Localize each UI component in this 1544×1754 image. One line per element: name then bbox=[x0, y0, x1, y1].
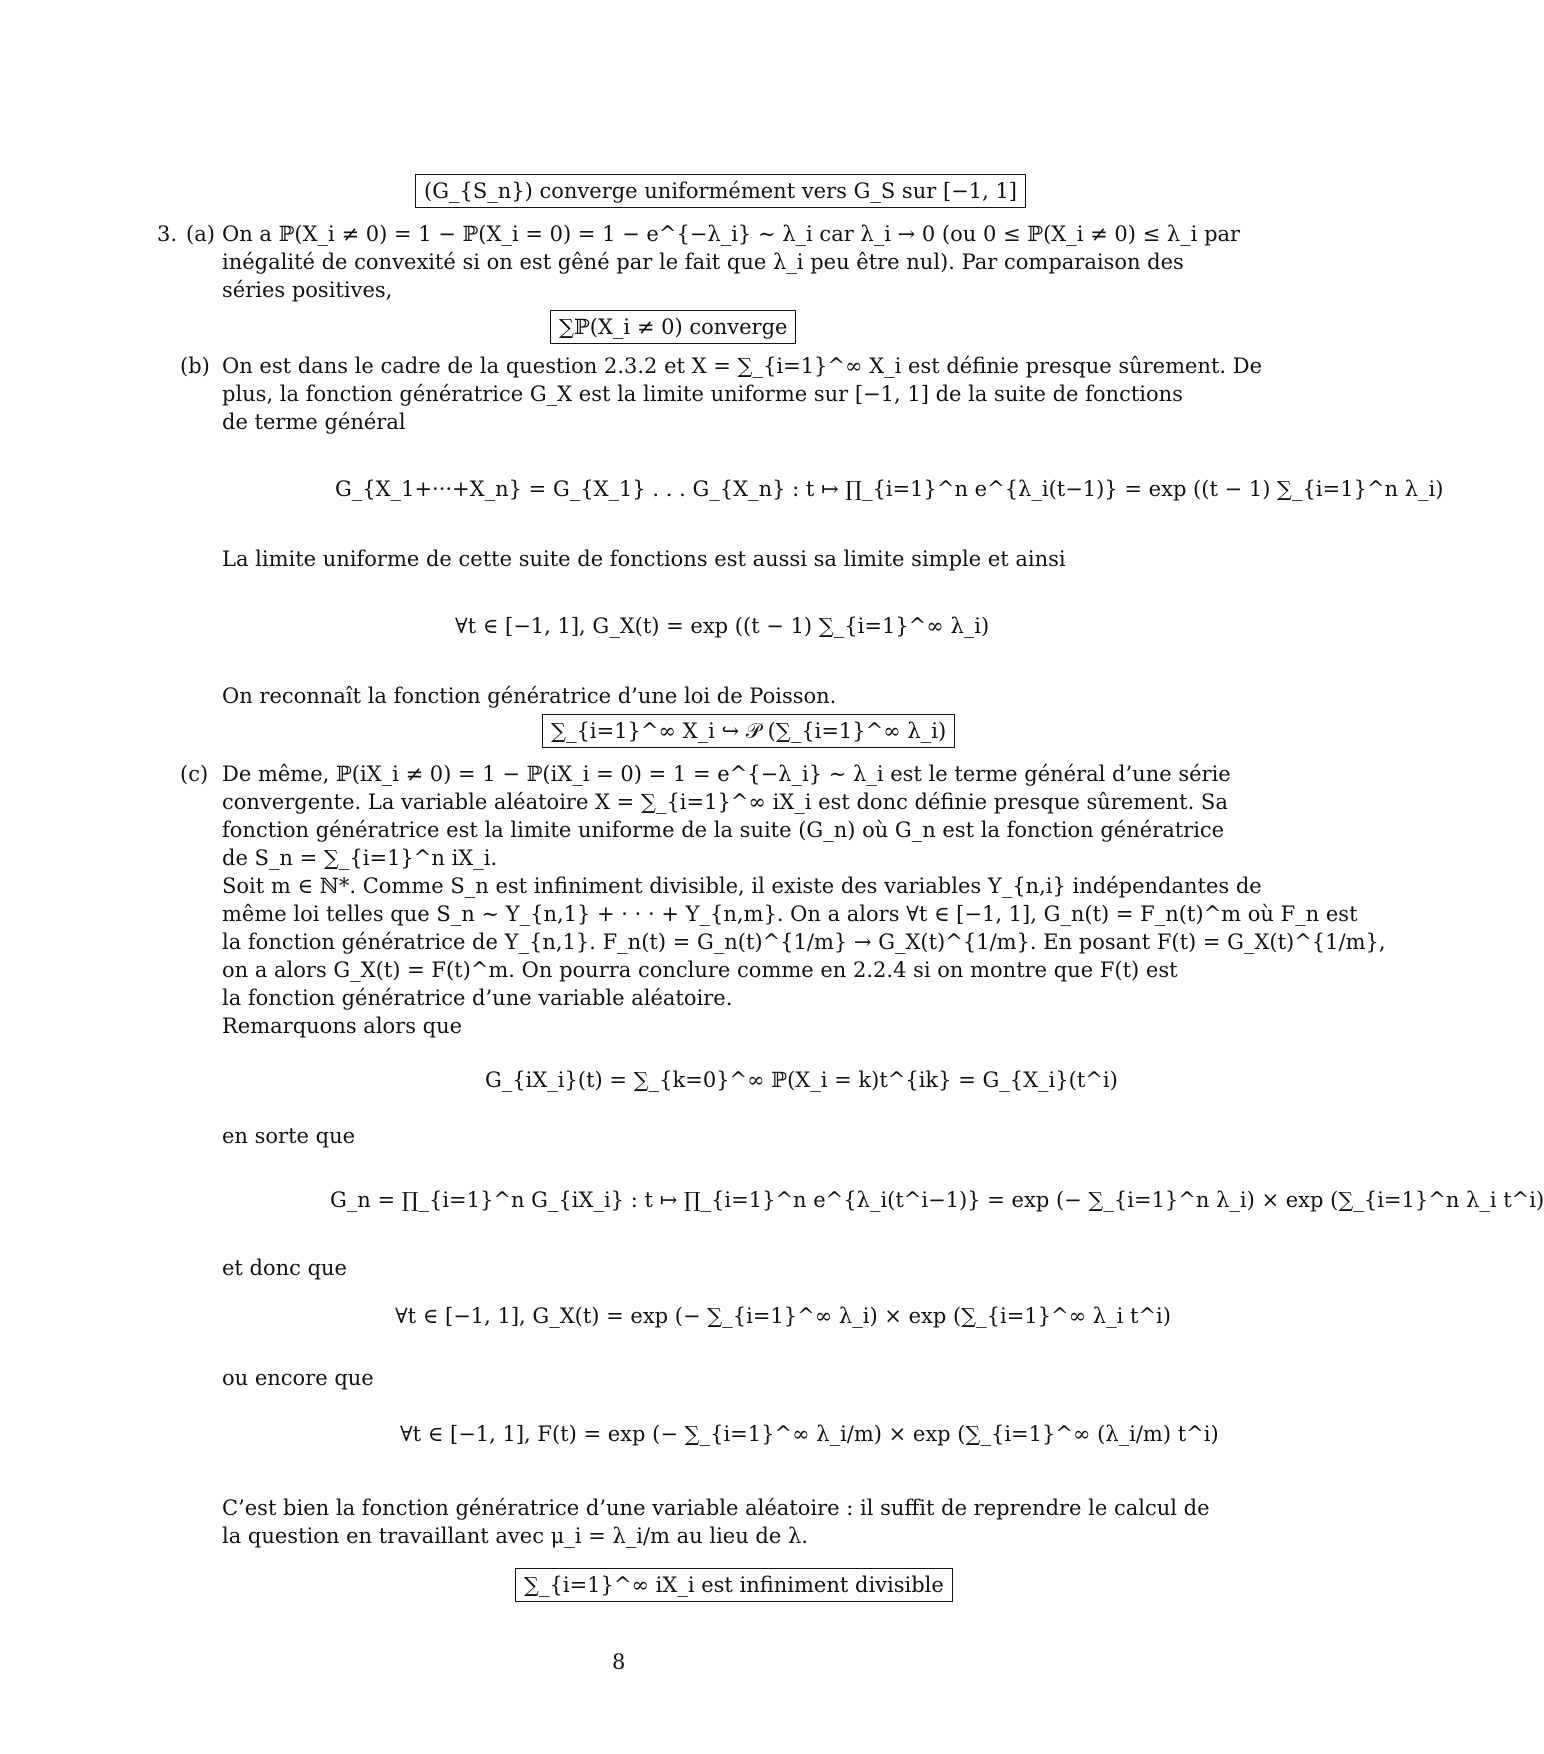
result-box-divisible: ∑_{i=1}^∞ iX_i est infiniment divisible bbox=[515, 1568, 953, 1602]
part-c-text-encore: ou encore que bbox=[222, 1366, 374, 1390]
equation-b-2: ∀t ∈ [−1, 1], G_X(t) = exp ((t − 1) ∑_{i=1}^∞ λ_i) bbox=[455, 614, 990, 638]
part-c-line-4: de S_n = ∑_{i=1}^n iX_i. bbox=[222, 846, 498, 870]
part-a-line-3: séries positives, bbox=[222, 278, 393, 302]
part-a-label: (a) bbox=[186, 222, 215, 246]
part-c-line-3: fonction génératrice est la limite uniforme de la suite (G_n) où G_n est la fonction génératrice bbox=[222, 818, 1225, 842]
part-b-line-1: On est dans le cadre de la question 2.3.2 et X = ∑_{i=1}^∞ X_i est définie presque sûrement. De bbox=[222, 354, 1263, 378]
part-c-text-donc: et donc que bbox=[222, 1256, 347, 1280]
part-b-line-4: La limite uniforme de cette suite de fonctions est aussi sa limite simple et ainsi bbox=[222, 547, 1066, 571]
part-b-label: (b) bbox=[180, 354, 210, 378]
part-c-text-sorte: en sorte que bbox=[222, 1124, 356, 1148]
part-c-line-7: la fonction génératrice de Y_{n,1}. F_n(t) = G_n(t)^{1/m} → G_X(t)^{1/m}. En posant F(t) = G_X(t)^{1/m}, bbox=[222, 930, 1386, 954]
equation-c-4: ∀t ∈ [−1, 1], F(t) = exp (− ∑_{i=1}^∞ λ_i/m) × exp (∑_{i=1}^∞ (λ_i/m) t^i) bbox=[400, 1422, 1219, 1446]
equation-c-2: G_n = ∏_{i=1}^n G_{iX_i} : t ↦ ∏_{i=1}^n e^{λ_i(t^i−1)} = exp (− ∑_{i=1}^n λ_i) × exp (∑_{i=1}^n λ_i t^i) bbox=[330, 1188, 1544, 1212]
part-c-conclusion-2: la question en travaillant avec μ_i = λ_i/m au lieu de λ. bbox=[222, 1524, 808, 1548]
result-box-poisson: ∑_{i=1}^∞ X_i ↪ 𝒫 (∑_{i=1}^∞ λ_i) bbox=[542, 714, 955, 748]
question-number: 3. bbox=[157, 222, 178, 246]
part-a-line-2: inégalité de convexité si on est gêné par le fait que λ_i peu être nul). Par comparaison des bbox=[222, 250, 1184, 274]
part-c-line-10: Remarquons alors que bbox=[222, 1014, 463, 1038]
part-c-conclusion-1: C’est bien la fonction génératrice d’une variable aléatoire : il suffit de reprendre le calcul de bbox=[222, 1496, 1210, 1520]
part-c-line-6: même loi telles que S_n ∼ Y_{n,1} + · · · + Y_{n,m}. On a alors ∀t ∈ [−1, 1], G_n(t) = F_n(t)^m où F_n est bbox=[222, 902, 1358, 926]
part-c-line-8: on a alors G_X(t) = F(t)^m. On pourra conclure comme en 2.2.4 si on montre que F(t) est bbox=[222, 958, 1178, 982]
part-c-line-1: De même, ℙ(iX_i ≠ 0) = 1 − ℙ(iX_i = 0) = 1 = e^{−λ_i} ∼ λ_i est le terme général d’une série bbox=[222, 762, 1231, 786]
part-c-label: (c) bbox=[180, 762, 209, 786]
equation-b-1: G_{X_1+···+X_n} = G_{X_1} . . . G_{X_n} : t ↦ ∏_{i=1}^n e^{λ_i(t−1)} = exp ((t − 1) ∑_{i=1}^n λ_i) bbox=[335, 477, 1444, 501]
part-c-line-5: Soit m ∈ ℕ*. Comme S_n est infiniment divisible, il existe des variables Y_{n,i} indépendantes de bbox=[222, 874, 1262, 898]
equation-c-1: G_{iX_i}(t) = ∑_{k=0}^∞ ℙ(X_i = k)t^{ik} = G_{X_i}(t^i) bbox=[485, 1068, 1118, 1092]
result-box-sum-p: ∑ℙ(X_i ≠ 0) converge bbox=[550, 310, 796, 344]
part-b-line-3: de terme général bbox=[222, 410, 406, 434]
part-c-line-2: convergente. La variable aléatoire X = ∑_{i=1}^∞ iX_i est donc définie presque sûrement. Sa bbox=[222, 790, 1228, 814]
equation-c-3: ∀t ∈ [−1, 1], G_X(t) = exp (− ∑_{i=1}^∞ λ_i) × exp (∑_{i=1}^∞ λ_i t^i) bbox=[395, 1304, 1171, 1328]
page-number: 8 bbox=[612, 1650, 626, 1674]
part-b-line-2: plus, la fonction génératrice G_X est la limite uniforme sur [−1, 1] de la suite de fonctions bbox=[222, 382, 1183, 406]
part-b-line-5: On reconnaît la fonction génératrice d’une loi de Poisson. bbox=[222, 684, 837, 708]
part-c-line-9: la fonction génératrice d’une variable aléatoire. bbox=[222, 986, 733, 1010]
result-box-gsn: (G_{S_n}) converge uniformément vers G_S sur [−1, 1] bbox=[415, 174, 1026, 208]
part-a-line-1: On a ℙ(X_i ≠ 0) = 1 − ℙ(X_i = 0) = 1 − e^{−λ_i} ∼ λ_i car λ_i → 0 (ou 0 ≤ ℙ(X_i ≠ 0) ≤ λ_i par bbox=[222, 222, 1241, 246]
